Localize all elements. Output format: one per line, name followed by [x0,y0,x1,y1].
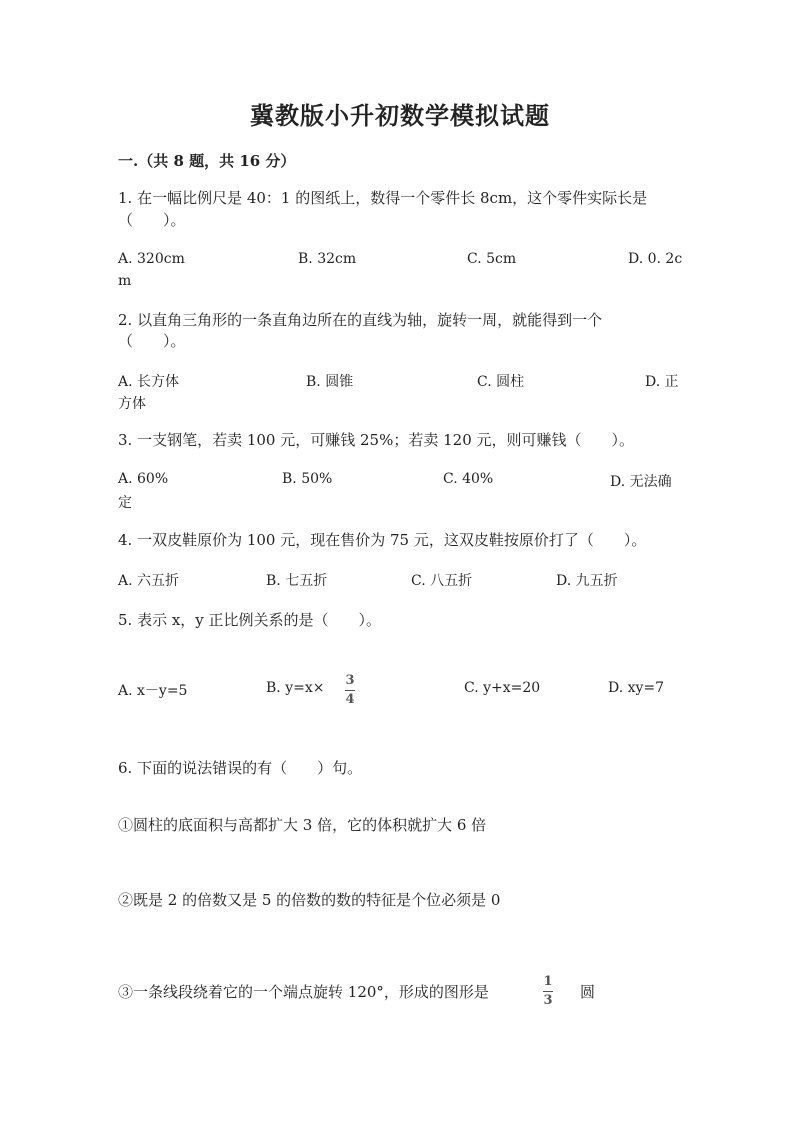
question-5-text: 5. 表示 x，y 正比例关系的是（ ）。 [118,611,382,629]
question-2-option-d: D. 正 [645,374,679,390]
fraction-numerator: 3 [345,673,355,688]
question-6-statement-2: ②既是 2 的倍数又是 5 的倍数的数的特征是个位必须是 0 [118,891,501,909]
question-2-option-d-wrap: 方体 [118,396,146,412]
question-3-option-d: D. 无法确 [610,474,672,490]
question-2-text: 2. 以直角三角形的一条直角边所在的直线为轴，旋转一周，就能得到一个 [118,311,603,329]
question-6-fraction [543,974,553,1009]
question-4-option-c: C. 八五折 [411,573,473,589]
question-4-option-d: D. 九五折 [556,573,618,589]
question-6-statement-1: ①圆柱的底面积与高都扩大 3 倍，它的体积就扩大 6 倍 [118,816,487,834]
question-1-text: 1. 在一幅比例尺是 40：1 的图纸上，数得一个零件长 8cm，这个零件实际长是 [118,189,648,207]
fraction-bar [543,991,553,992]
question-4-option-a: A. 六五折 [118,573,180,589]
question-5-option-b: B. y=x× [266,680,325,696]
question-1-option-b: B. 32cm [298,251,357,267]
question-5-option-c: C. y+x=20 [464,680,541,696]
question-1-blank: （ ）。 [118,211,186,229]
question-5-option-d: D. xy=7 [608,680,665,696]
question-2-option-b: B. 圆锥 [306,374,354,390]
question-3-option-b: B. 50% [282,471,333,487]
question-5-fraction [345,673,355,708]
question-3-option-d-wrap: 定 [118,495,132,511]
question-6-statement-3-end: 圆 [580,983,596,1001]
section-heading: 一.（共 8 题，共 16 分） [118,152,296,170]
question-6-statement-3: ③一条线段绕着它的一个端点旋转 120°，形成的图形是 [118,983,489,1001]
fraction-numerator: 1 [543,974,553,989]
question-1-option-c: C. 5cm [467,251,517,267]
question-2-blank: （ ）。 [118,332,186,350]
question-4-text: 4. 一双皮鞋原价为 100 元，现在售价为 75 元，这双皮鞋按原价打了（ ）。 [118,531,647,549]
fraction-bar [345,690,355,691]
question-2-option-a: A. 长方体 [118,374,180,390]
question-1-option-a: A. 320cm [118,251,185,267]
question-1-option-d-wrap: m [118,273,132,289]
question-3-text: 3. 一支钢笔，若卖 100 元，可赚钱 25%；若卖 120 元，则可赚钱（ ）。 [118,431,635,449]
question-3-option-a: A. 60% [118,471,169,487]
question-4-option-b: B. 七五折 [266,573,328,589]
question-5-option-a: A. x－y=5 [118,683,188,699]
question-2-option-c: C. 圆柱 [477,374,525,390]
question-6-text: 6. 下面的说法错误的有（ ）句。 [118,759,363,777]
page-title: 冀教版小升初数学模拟试题 [250,101,550,130]
question-1-option-d: D. 0. 2c [628,251,683,267]
fraction-denominator: 3 [543,993,553,1008]
question-3-option-c: C. 40% [443,471,494,487]
fraction-denominator: 4 [345,692,355,707]
